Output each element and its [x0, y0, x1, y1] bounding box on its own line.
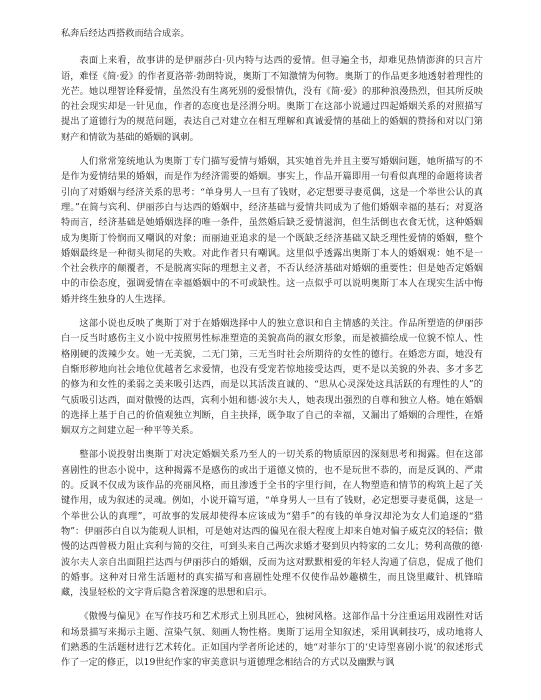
paragraph-technique: 《傲慢与偏见》在写作技巧和艺术形式上别具匠心，独树风格。这部作品十分注重运用戏剧性对话和场景描写来揭示主题、渲染气氛、刻画人物性格。奥斯丁运用全知叙述，采用讽刺技巧，成功地将人们熟悉的生活题材进行艺术转化。正如国内学者所论述的，她“对菲尔丁的‘史诗型喜剧小说’的叙述形式作了一定的修正，以19世纪作家的审美意识与道德理念相结合的方式以及幽默与讽: [61, 611, 483, 669]
paragraph-continuation: 私奔后经达西搭救而结合成亲。: [61, 28, 190, 39]
paragraph-independence: 这部小说也反映了奥斯丁对于在婚姻选择中人的独立意识和自主情感的关注。作品所塑造的伊丽莎白一反当时感伤主义小说中按照男性标准塑造的美貌高尚的淑女形象，而是被描绘成一位貌不惊人、性格刚硬的泼辣少女。她一无美貌，二无门第，三无当时社会所期待的女性的德行。在婚恋方面，她没有自惭形秽地向社会地位优越者乞求爱情，也没有受宠若惊地接受达西，更不是以美貌的外表、多才多艺的修为和女性的柔弱之美来吸引达西，而是以其活泼直诚的、“思从心灵深处这具活跃的有理性的人”的气质吸引达西，面对傲慢的达西，宾利小姐和德·波尔夫人，她表现出强烈的自尊和独立人格。她在婚姻的选择上基于自己的价值观独立判断，自主抉择，既争取了自己的幸福，又漏出了婚姻的合理性，在婚姻双方之间建立起一种平等关系。: [61, 318, 483, 437]
paragraph-love-and-reason: 表面上来看，故事讲的是伊丽莎白·贝内特与达西的爱情。但寻遍全书，却难见热情澎湃的只言片语，难怪《简·爱》的作者夏洛蒂·勃朗特说，奥斯丁不知激情为何物。奥斯丁的作品更多地透射着理性的光芒。她以理智诠释爱情，虽然没有生离死别的爱恨情仇，没有《简·爱》的那种浪漫热烈，但其所反映的社会现实却是一针见血，作者的态度也是泾渭分明。奥斯丁在这部小说通过四起婚姻关系的对照描写提出了道德行为的规范问题，表达自己对建立在相互理解和真诚爱情的基础上的婚姻的赞扬和对以门第财产和情欲为基础的婚姻的讽刺。: [61, 55, 483, 143]
paragraph-marriage-economics: 人们常常笼统地认为奥斯丁专门描写爱情与婚姻，其实她首先并且主要写婚姻问题，她所描写的不是作为爱情结果的婚姻，而是作为经济需要的婚姻。事实上，作品开篇即用一句看似真理的命题将读者引向了对婚姻与经济关系的思考：“单身男人一旦有了钱财，必定想要寻妻觅偶，这是一个举世公认的真理。”在简与宾利、伊丽莎白与达西的婚姻中，经济基础与爱情共同成为了他们婚姻幸福的基石；对夏洛特而言，经济基础是她婚姻选择的唯一条件，虽然婚后缺乏爱情滋润，但生活倒也衣食无忧，这种婚姻成为奥斯丁怜悯而又嘲讽的对象；而丽迪亚追求的是一个既缺乏经济基础又缺乏理性爱情的婚姻，整个婚姻最终是一种彻头彻尾的失败。对此作者只有嘲讽。这里似乎透露出奥斯丁本人的婚姻观：她不是一个社会秩序的颠覆者，不是脱离实际的理想主义者，不否认经济基础对婚姻的重要性；但是她否定婚姻中的市侩态度，强调爱情在幸福婚姻中的不可或缺性。这一点似乎可以说明奥斯丁本人在现实生活中悔婚并终生独身的人生选择。: [61, 156, 483, 305]
paragraph-irony: 整部小说投射出奥斯丁对决定婚姻关系乃至人的一切关系的物质原因的深刻思考和揭露。但在这部喜剧性的世态小说中，这种揭露不是感伤的或出于道德义愤的，也不是玩世不恭的，而是反讽的、严肃的。反讽不仅成为该作品的亮丽风格，而且渗透于全书的字里行间，在人物塑造和情节的构筑上起了关键作用，成为叙述的灵魂。例如，小说开篇写道，“单身男人一旦有了钱财，必定想要寻妻觅偶，这是一个举世公认的真理”，可故事的发展却使得本应该成为“猎手”的有钱的单身汉却沦为女人们追逐的“猎物”：伊丽莎白自以为能观人识相，可是她对达西的偏见在很大程度上却来自她对偏子威克汉的轻信；傲慢的达西曾极力阻止宾利与简的交往，可到头来自己两次求婚才娶到贝内特家的二女儿；势利高傲的德·波尔夫人亲自出面阻拦达西与伊丽莎白的婚姻，反而为这对默默相爱的年轻人沟通了信息，促成了他们的婚事。这种对日常生活题材的真实描写和喜剧性处理不仅使作品妙趣横生，而且饶里藏针、机锋暗藏，浅显轻松的文字背后隐含着深邃的思想和启示。: [61, 449, 483, 599]
